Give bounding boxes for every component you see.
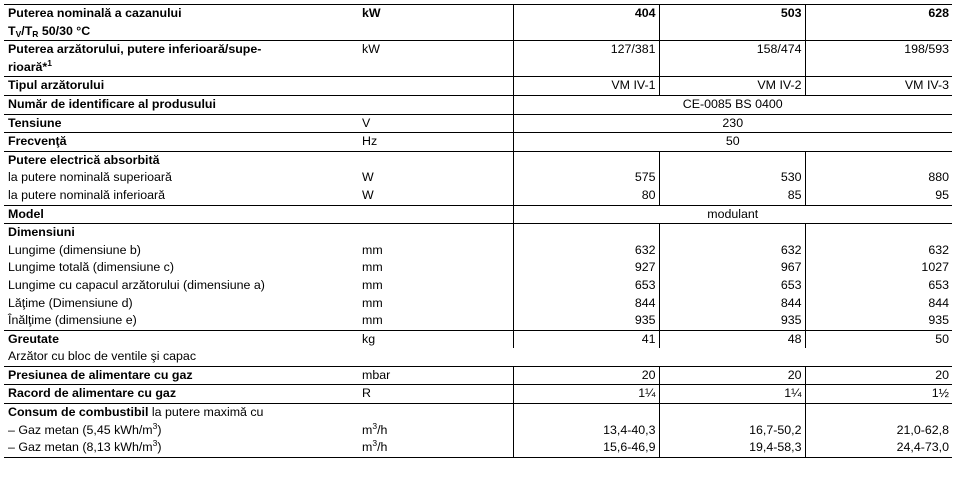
- value-cell: 653: [805, 277, 952, 295]
- unit-cell: [358, 205, 513, 224]
- unit-cell: W: [362, 187, 374, 202]
- power-absorbed-label: Putere electrică absorbită: [4, 151, 358, 169]
- value-cell: 16,7-50,2: [659, 422, 805, 440]
- value-cell: 20: [805, 366, 952, 385]
- row-label: Lungime (dimensiune b): [8, 242, 141, 257]
- value-cell: 844: [513, 295, 659, 313]
- value-cell: 967: [659, 259, 805, 277]
- value-cell: 653: [513, 277, 659, 295]
- technical-data-table: [4, 4, 952, 458]
- value-cell: 1¼: [513, 385, 659, 404]
- dimensions-label: Dimensiuni: [4, 224, 358, 242]
- table-row: [4, 169, 952, 187]
- weight-sublabel: Arzător cu bloc de ventile şi capac: [8, 349, 197, 364]
- voltage-value: 230: [513, 114, 952, 133]
- row-label: – Gaz metan (8,13 kWh/$m^3$): [4, 439, 358, 457]
- nominal-power-unit: kW: [358, 5, 513, 41]
- value-cell: 15,6-46,9: [513, 439, 659, 457]
- unit-cell: $m^3/h$: [362, 420, 388, 437]
- product-id-value: CE-0085 BS 0400: [513, 95, 952, 114]
- value-cell: 158/474: [659, 41, 805, 77]
- model-label: Model: [4, 205, 358, 224]
- table-row: [4, 277, 952, 295]
- table-row: [4, 404, 952, 422]
- value-cell: 632: [513, 242, 659, 260]
- value-cell: 50: [805, 330, 952, 348]
- value-cell: 1½: [805, 385, 952, 404]
- value-cell: 844: [659, 295, 805, 313]
- value-cell: 127/381: [513, 41, 659, 77]
- frequency-label: Frecvenţă: [4, 133, 358, 152]
- table-row: [4, 330, 952, 348]
- unit-cell: V: [358, 114, 513, 133]
- value-cell: 844: [805, 295, 952, 313]
- table-row: [4, 95, 952, 114]
- voltage-label: Tensiune: [4, 114, 358, 133]
- unit-cell: mm: [362, 295, 383, 310]
- unit-cell: kW: [358, 41, 513, 77]
- table-row: [4, 133, 952, 152]
- value-cell: 24,4-73,0: [805, 439, 952, 457]
- row-label: la putere nominală inferioară: [8, 187, 166, 202]
- consumption-label: Consum de combustibil la putere maximă cu: [4, 404, 358, 422]
- value-cell: 927: [513, 259, 659, 277]
- value-cell: 935: [513, 312, 659, 330]
- unit-cell: mm: [362, 277, 383, 292]
- burner-power-label: Puterea arzătorului, putere inferioară/supe- rioară*$^1$: [4, 41, 358, 77]
- value-cell: 21,0-62,8: [805, 422, 952, 440]
- model-value: modulant: [513, 205, 952, 224]
- unit-cell: W: [362, 170, 374, 185]
- unit-cell: mm: [362, 260, 383, 275]
- value-cell: 632: [659, 242, 805, 260]
- gas-pressure-label: Presiunea de alimentare cu gaz: [4, 366, 358, 385]
- table-row: [4, 312, 952, 330]
- value-cell: 575: [513, 169, 659, 187]
- table-row: [4, 77, 952, 96]
- value-cell: VM IV-2: [659, 77, 805, 96]
- value-cell: 19,4-58,3: [659, 439, 805, 457]
- table-row: [4, 242, 952, 260]
- value-cell: 935: [659, 312, 805, 330]
- burner-type-label: Tipul arzătorului: [4, 77, 358, 96]
- table-row: [4, 366, 952, 385]
- unit-cell: [358, 77, 513, 96]
- row-label: Lăţime (Dimensiune d): [8, 295, 133, 310]
- weight-label: Greutate: [4, 330, 358, 348]
- value-cell: VM IV-1: [513, 77, 659, 96]
- table-row: [4, 439, 952, 457]
- value-cell: 13,4-40,3: [513, 422, 659, 440]
- gas-connection-label: Racord de alimentare cu gaz: [4, 385, 358, 404]
- value-cell: 20: [513, 366, 659, 385]
- product-id-label: Număr de identificare al produsului: [4, 95, 358, 114]
- unit-cell: mbar: [358, 366, 513, 385]
- unit-cell: $m^3/h$: [358, 439, 513, 457]
- model-404-header: 404: [513, 5, 659, 41]
- table-row: [4, 187, 952, 205]
- frequency-value: 50: [513, 133, 952, 152]
- nominal-power-label: Puterea nominală a cazanului $T_V/T_R$ 50/30 °C: [4, 5, 358, 41]
- value-cell: 935: [805, 312, 952, 330]
- table-row: [4, 151, 952, 169]
- value-cell: 1027: [805, 259, 952, 277]
- value-cell: 1¼: [659, 385, 805, 404]
- unit-cell: [358, 95, 513, 114]
- value-cell: 198/593: [805, 41, 952, 77]
- unit-cell: Hz: [358, 133, 513, 152]
- unit-cell: mm: [362, 242, 383, 257]
- value-cell: 880: [805, 169, 952, 187]
- table-header-row: [4, 5, 952, 41]
- value-cell: 653: [659, 277, 805, 295]
- value-cell: 530: [659, 169, 805, 187]
- model-503-header: 503: [659, 5, 805, 41]
- value-cell: 85: [659, 187, 805, 205]
- table-row: [4, 385, 952, 404]
- row-label: la putere nominală superioară: [8, 170, 172, 185]
- table-row: [4, 205, 952, 224]
- model-628-header: 628: [805, 5, 952, 41]
- row-label: Înălţime (dimensiune e): [8, 313, 137, 328]
- unit-cell: mm: [362, 313, 383, 328]
- value-cell: 20: [659, 366, 805, 385]
- value-cell: 632: [805, 242, 952, 260]
- table-row: [4, 224, 952, 242]
- table-row: [4, 422, 952, 440]
- row-label: Lungime totală (dimensiune c): [8, 260, 174, 275]
- table-row: [4, 348, 952, 366]
- value-cell: 41: [513, 330, 659, 348]
- value-cell: 48: [659, 330, 805, 348]
- unit-cell: R: [358, 385, 513, 404]
- value-cell: VM IV-3: [805, 77, 952, 96]
- table-row: [4, 295, 952, 313]
- value-cell: 95: [805, 187, 952, 205]
- unit-cell: kg: [358, 330, 513, 348]
- row-label: – Gaz metan (5,45 kWh/$m^3$): [8, 420, 162, 437]
- value-cell: 80: [513, 187, 659, 205]
- row-label: Lungime cu capacul arzătorului (dimensiune a): [8, 277, 265, 292]
- table-row: [4, 114, 952, 133]
- table-row: [4, 41, 952, 77]
- table-row: [4, 259, 952, 277]
